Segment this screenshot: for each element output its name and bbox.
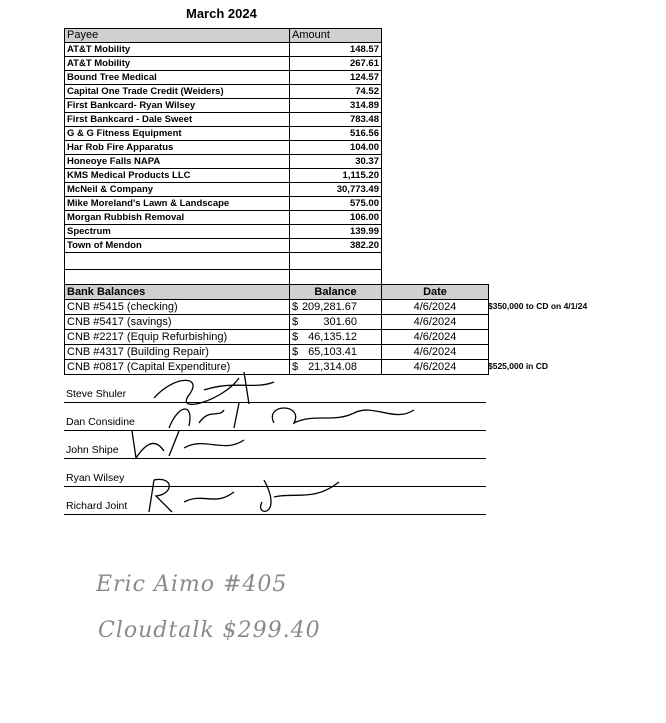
payee-amount: 516.56 — [290, 127, 382, 141]
payee-amount: 106.00 — [290, 211, 382, 225]
account-balance — [290, 315, 382, 330]
table-row — [65, 127, 382, 141]
payee-name: Bound Tree Medical — [65, 71, 290, 85]
currency-symbol: $ — [292, 301, 299, 313]
bank-table-header — [65, 285, 489, 300]
payee-amount: 783.48 — [290, 113, 382, 127]
signer-name: Ryan Wilsey — [66, 472, 125, 484]
payee-name: Spectrum — [65, 225, 290, 239]
payee-name: Honeoye Falls NAPA — [65, 155, 290, 169]
signature-scribble-icon — [144, 472, 344, 518]
cd-transfer-note: $350,000 to CD on 4/1/24 — [488, 301, 588, 311]
table-row — [65, 155, 382, 169]
date-column-header: Date — [382, 285, 489, 300]
table-row — [65, 141, 382, 155]
table-row — [65, 113, 382, 127]
account-name: CNB #0817 (Capital Expenditure) — [65, 360, 290, 375]
account-balance — [290, 330, 382, 345]
bank-balances-table — [64, 284, 489, 375]
payee-column-header: Payee — [65, 29, 290, 43]
payee-name: G & G Fitness Equipment — [65, 127, 290, 141]
payee-name: Capital One Trade Credit (Weiders) — [65, 85, 290, 99]
table-row — [65, 315, 489, 330]
payee-amount: 267.61 — [290, 57, 382, 71]
currency-symbol: $ — [292, 361, 299, 373]
payee-name: First Bankcard - Dale Sweet — [65, 113, 290, 127]
signature-scribble-icon — [124, 426, 264, 462]
balance-date: 4/6/2024 — [382, 300, 489, 315]
balance-value: 301.60 — [323, 316, 357, 328]
blank-cell — [290, 253, 382, 270]
balance-value: 21,314.08 — [308, 361, 357, 373]
handwritten-note: Cloudtalk $299.40 — [98, 618, 321, 643]
table-row — [65, 183, 382, 197]
balance-date: 4/6/2024 — [382, 360, 489, 375]
table-row — [65, 225, 382, 239]
table-row — [65, 99, 382, 113]
balance-value: 65,103.41 — [308, 346, 357, 358]
payee-name: AT&T Mobility — [65, 43, 290, 57]
currency-symbol: $ — [292, 331, 299, 343]
signer-name: Dan Considine — [66, 416, 135, 428]
table-row — [65, 345, 489, 360]
table-row — [65, 43, 382, 57]
balance-column-header: Balance — [290, 285, 382, 300]
table-row — [65, 211, 382, 225]
payee-table — [64, 28, 382, 287]
payee-amount: 1,115.20 — [290, 169, 382, 183]
balance-date: 4/6/2024 — [382, 315, 489, 330]
payee-name: Mike Moreland's Lawn & Landscape — [65, 197, 290, 211]
balance-value: 46,135.12 — [308, 331, 357, 343]
payee-amount: 139.99 — [290, 225, 382, 239]
balance-date: 4/6/2024 — [382, 345, 489, 360]
payee-amount: 124.57 — [290, 71, 382, 85]
payee-name: KMS Medical Products LLC — [65, 169, 290, 183]
payee-amount: 74.52 — [290, 85, 382, 99]
handwritten-note: Eric Aimo #405 — [96, 572, 288, 597]
table-row — [65, 169, 382, 183]
account-balance — [290, 360, 382, 375]
account-name: CNB #5415 (checking) — [65, 300, 290, 315]
table-row — [65, 85, 382, 99]
currency-symbol: $ — [292, 346, 299, 358]
account-balance — [290, 300, 382, 315]
signature-line — [64, 438, 486, 459]
table-row — [65, 300, 489, 315]
page-title: March 2024 — [186, 6, 257, 21]
table-row — [65, 330, 489, 345]
payee-name: Har Rob Fire Apparatus — [65, 141, 290, 155]
blank-row — [65, 253, 382, 270]
signer-name: Steve Shuler — [66, 388, 127, 400]
account-balance — [290, 345, 382, 360]
account-name: CNB #2217 (Equip Refurbishing) — [65, 330, 290, 345]
signer-name: John Shipe — [66, 444, 119, 456]
payee-amount: 104.00 — [290, 141, 382, 155]
payee-amount: 382.20 — [290, 239, 382, 253]
payee-name: First Bankcard- Ryan Wilsey — [65, 99, 290, 113]
table-row — [65, 197, 382, 211]
payee-amount: 575.00 — [290, 197, 382, 211]
balance-value: 209,281.67 — [301, 301, 357, 313]
currency-symbol: $ — [292, 316, 299, 328]
payee-amount: 148.57 — [290, 43, 382, 57]
payee-name: Town of Mendon — [65, 239, 290, 253]
cd-balance-note: $525,000 in CD — [488, 361, 549, 371]
payee-amount: 30.37 — [290, 155, 382, 169]
bank-balances-header: Bank Balances — [65, 285, 290, 300]
payee-amount: 30,773.49 — [290, 183, 382, 197]
signature-line — [64, 494, 486, 515]
payee-name: AT&T Mobility — [65, 57, 290, 71]
signer-name: Richard Joint — [66, 500, 128, 512]
payee-table-header — [65, 29, 382, 43]
payee-name: McNeil & Company — [65, 183, 290, 197]
blank-cell — [65, 253, 290, 270]
account-name: CNB #4317 (Building Repair) — [65, 345, 290, 360]
table-row — [65, 71, 382, 85]
payee-name: Morgan Rubbish Removal — [65, 211, 290, 225]
table-row — [65, 57, 382, 71]
payee-amount: 314.89 — [290, 99, 382, 113]
balance-date: 4/6/2024 — [382, 330, 489, 345]
amount-column-header: Amount — [290, 29, 382, 43]
table-row — [65, 239, 382, 253]
account-name: CNB #5417 (savings) — [65, 315, 290, 330]
